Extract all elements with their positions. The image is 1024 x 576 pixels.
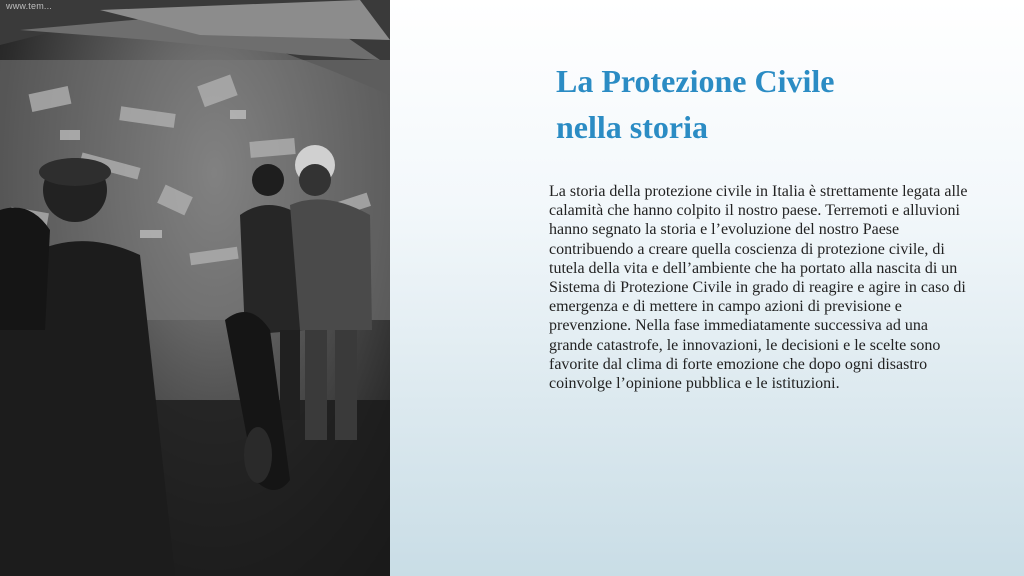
- slide-title-line-1: La Protezione Civile: [556, 63, 835, 99]
- earthquake-rescue-photo: [0, 0, 390, 576]
- slide-body-text: La storia della protezione civile in Italia è strettamente legata alle calamità che hanno colpito il nostro paese. Terremoti e alluvioni hanno segnato la storia e l’evoluzione del nostro Paese contribuendo a creare quella coscienza di protezione civile, di tutela della vita e dell’ambiente che ha portato alla nascita di un Sistema di Protezione Civile in grado di reagire e agire in caso di emergenza e di mettere in campo azioni di previsione e prevenzione. Nella fase immediatamente successiva ad una grande catastrofe, le innovazioni, le decisioni e le scelte sono favorite dal clima di forte emozione che dopo ogni disastro coinvolge l’opinione pubblica e le istituzioni.: [549, 183, 968, 393]
- photo-watermark: www.tem...: [6, 1, 53, 11]
- photo-illustration: [0, 0, 390, 576]
- slide-title-line-2: nella storia: [556, 109, 708, 145]
- slide-title: [556, 58, 996, 150]
